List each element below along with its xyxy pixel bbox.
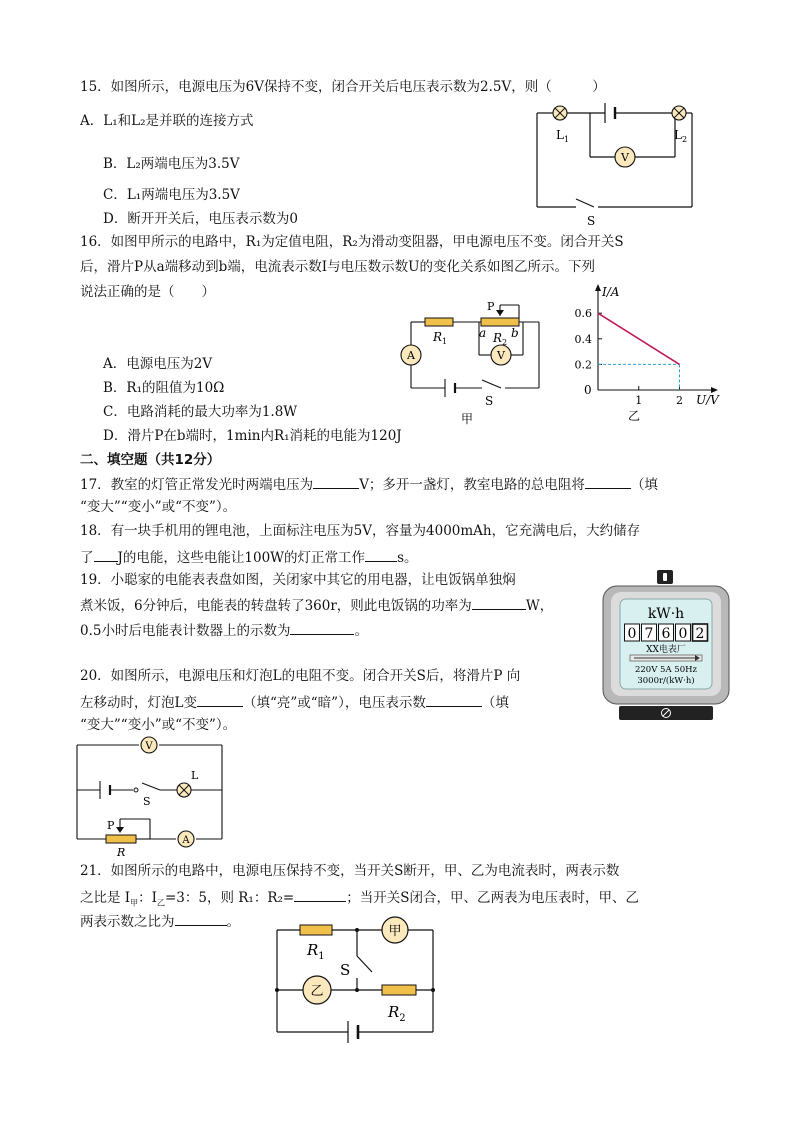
y-axis-arrow-icon	[595, 284, 601, 291]
q15-option-c: C．L₁两端电压为3.5V	[103, 187, 240, 203]
q19-blank-2[interactable]	[290, 620, 354, 635]
q17-blank-1[interactable]	[313, 474, 359, 489]
q21-line-1: 21．如图所示的电路中，电源电压保持不变，当开关S断开，甲、乙为电流表时，两表示数	[80, 863, 620, 879]
meter-digit: 6	[661, 626, 671, 642]
meter-unit: kW·h	[647, 606, 685, 622]
label-b: b	[511, 326, 519, 340]
q18-blank-1[interactable]	[94, 547, 118, 562]
voltmeter-icon	[491, 345, 511, 365]
q16-chart-yi	[560, 282, 720, 422]
q18-line-2: 了 J的电能，这些电能让100W的灯正常工作 s。	[80, 547, 418, 567]
svg-text:乙: 乙	[310, 984, 324, 999]
meter-yi-icon	[303, 976, 331, 1004]
q15-option-a: A．L₁和L₂是并联的连接方式	[80, 113, 254, 129]
q20-line-2: 左移动时，灯泡L变 （填“亮”或“暗”），电压表示数 （填	[80, 692, 509, 712]
meter-jia-icon	[382, 917, 408, 943]
meter-digit: 2	[695, 626, 705, 642]
q19-line-3: 0.5小时后电能表计数器上的示数为 。	[80, 620, 368, 640]
ammeter-icon	[401, 345, 421, 365]
label-r1: $R_1$	[433, 330, 448, 346]
label-switch-s: S	[587, 214, 596, 228]
label-switch-s: S	[340, 961, 351, 979]
q20-line-3: “变大”“变小”或“不变”）。	[80, 717, 237, 733]
q15-circuit-diagram	[530, 95, 700, 230]
rheostat-r-icon	[106, 835, 136, 843]
meter-spec: 220V 5A 50Hz	[634, 665, 698, 675]
q19-blank-1[interactable]	[472, 595, 526, 610]
resistor-r1-icon	[300, 925, 332, 935]
label-l2: $L_2$	[674, 128, 688, 144]
y-tick-label: 0.6	[574, 307, 592, 321]
q20-blank-2[interactable]	[426, 692, 482, 707]
q16-line-2: 后，滑片P从a端移动到b端，电流表示数I与电压数示数U的变化关系如图乙所示。下列	[80, 259, 595, 275]
x-axis-label: U/V	[696, 393, 719, 407]
section-title: 二、填空题（共12分）	[80, 452, 221, 468]
q19-line-2: 煮米饭，6分钟后，电能表的转盘转了360r，则此电饭锅的功率为 W，	[80, 595, 553, 615]
y-tick-label: 0.2	[574, 358, 592, 372]
q15-option-b: B．L₂两端电压为3.5V	[103, 156, 240, 172]
svg-text:V: V	[621, 151, 629, 164]
meter-rev: 3000r/(kW·h)	[637, 676, 695, 686]
q19-electric-meter	[600, 568, 732, 726]
label-r: R	[117, 846, 126, 859]
svg-text:V: V	[497, 349, 505, 362]
caption-jia: 甲	[461, 412, 474, 425]
svg-text:A: A	[407, 349, 415, 362]
q15-option-d: D．断开开关后，电压表示数为0	[103, 211, 298, 227]
q16-option-d: D．滑片P在b端时，1min内R₁消耗的电能为120J	[103, 428, 402, 444]
slider-arrow-icon	[116, 827, 124, 833]
q16-option-a: A．电源电压为2V	[103, 356, 213, 372]
q20-blank-1[interactable]	[197, 692, 243, 707]
q18-blank-2[interactable]	[365, 547, 397, 562]
q20-line-1: 20．如图所示，电源电压和灯泡L的电阻不变。闭合开关S后，将滑片P 向	[80, 668, 521, 684]
q21-blank-2[interactable]	[175, 911, 227, 926]
meter-digit: 0	[627, 626, 637, 642]
q16-circuit-jia	[395, 295, 550, 425]
voltmeter-icon	[615, 147, 635, 167]
label-r2: $R_2$	[388, 1003, 406, 1024]
q21-circuit-diagram	[270, 912, 440, 1052]
x-tick-label: 1	[635, 394, 643, 407]
label-p: P	[487, 300, 495, 313]
q20-circuit-diagram	[70, 735, 230, 860]
label-r2: $R_2$	[493, 331, 508, 347]
meter-counter	[625, 624, 708, 642]
x-tick-label: 2	[675, 394, 683, 407]
slider-arrow-icon	[496, 310, 504, 316]
q21-blank-1[interactable]	[294, 887, 346, 902]
svg-text:V: V	[145, 741, 153, 752]
q18-line-1: 18．有一块手机用的锂电池，上面标注电压为5V，容量为4000mAh，它充满电后，大约储存	[80, 523, 641, 539]
svg-text:甲: 甲	[388, 924, 402, 939]
label-l: L	[191, 769, 199, 782]
q21-line-2: 之比是 $I_甲$：$I_乙=3$：5，则 R₁：R₂= ；当开关S闭合，甲、乙两表为电压表时，甲、乙	[80, 887, 639, 913]
caption-yi: 乙	[628, 409, 641, 422]
ammeter-icon	[178, 831, 194, 847]
meter-digit: 0	[678, 626, 688, 642]
resistor-r2-icon	[382, 985, 416, 995]
q19-line-1: 19．小聪家的电能表表盘如图，关闭家中其它的用电器，让电饭锅单独焖	[80, 572, 516, 588]
y-axis-label: I/A	[602, 285, 620, 299]
label-switch-s: S	[485, 394, 494, 408]
label-l1: $L_1$	[556, 128, 570, 144]
lamp-l1-icon	[553, 106, 567, 120]
q16-line-1: 16．如图甲所示的电路中，R₁为定值电阻，R₂为滑动变阻器，甲电源电压不变。闭合开关S	[80, 234, 624, 250]
label-a: a	[479, 326, 487, 340]
voltmeter-icon	[141, 737, 157, 753]
q17-line-2: “变大”“变小”或“不变”）。	[80, 499, 237, 515]
q16-line-3: 说法正确的是（ ）	[80, 284, 215, 300]
label-r1: $R_1$	[307, 941, 325, 962]
q21-line-3: 两表示数之比为 。	[80, 911, 240, 931]
q16-option-c: C．电路消耗的最大功率为1.8W	[103, 404, 298, 420]
svg-text:A: A	[182, 835, 190, 846]
meter-maker: XX电表厂	[646, 645, 686, 655]
lamp-l2-icon	[672, 106, 686, 120]
q15-stem: 15．如图所示，电源电压为6V保持不变，闭合开关后电压表示数为2.5V，则（ ）	[80, 79, 606, 95]
resistor-r1-icon	[425, 318, 453, 326]
meter-digit: 7	[644, 626, 654, 642]
label-switch-s: S	[143, 795, 151, 808]
q17-line-1: 17．教室的灯管正常发光时两端电压为 V；多开一盏灯，教室电路的总电阻将 （填	[80, 474, 658, 494]
resistor-r2-icon	[481, 318, 519, 326]
q17-blank-2[interactable]	[585, 474, 631, 489]
y-tick-label: 0.4	[574, 332, 592, 346]
origin-label: 0	[584, 383, 592, 397]
lamp-l-icon	[177, 783, 191, 797]
q16-option-b: B．R₁的阻值为10Ω	[103, 380, 225, 396]
label-p: P	[107, 819, 115, 832]
series-line	[598, 313, 679, 364]
